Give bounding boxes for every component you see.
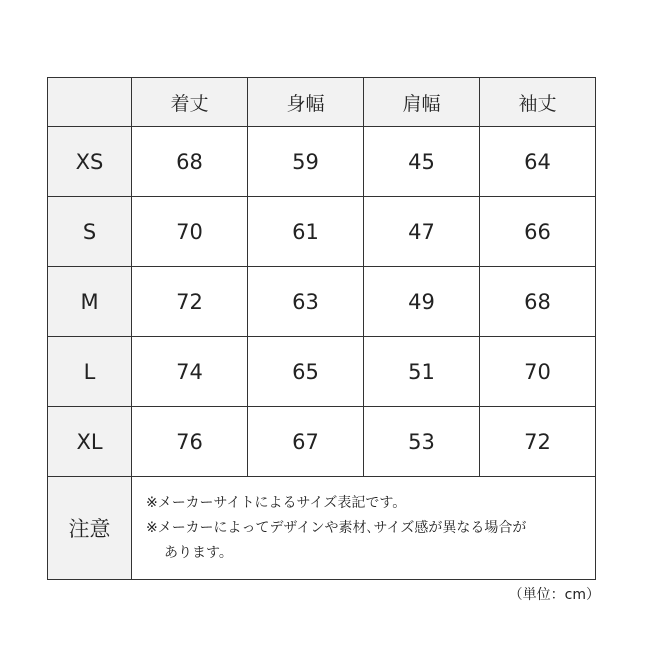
cell-value: 68 bbox=[480, 267, 596, 337]
note-line: あります。 bbox=[164, 544, 233, 561]
note-label: 注意 bbox=[48, 477, 132, 580]
cell-value: 59 bbox=[248, 127, 364, 197]
table-row bbox=[48, 197, 596, 267]
cell-value: 72 bbox=[480, 407, 596, 477]
cell-value: 61 bbox=[248, 197, 364, 267]
cell-value: 74 bbox=[132, 337, 248, 407]
header-row bbox=[48, 78, 596, 127]
size-label: XS bbox=[48, 127, 132, 197]
size-label: L bbox=[48, 337, 132, 407]
size-chart-table bbox=[47, 77, 596, 580]
header-corner bbox=[48, 78, 132, 127]
header-body-width: 身幅 bbox=[248, 78, 364, 127]
size-label: XL bbox=[48, 407, 132, 477]
cell-value: 64 bbox=[480, 127, 596, 197]
note-line: ※メーカーサイトによるサイズ表記です。 bbox=[146, 494, 407, 511]
size-label: M bbox=[48, 267, 132, 337]
size-label: S bbox=[48, 197, 132, 267]
table-row bbox=[48, 407, 596, 477]
table-row bbox=[48, 337, 596, 407]
cell-value: 51 bbox=[364, 337, 480, 407]
header-sleeve-length: 袖丈 bbox=[480, 78, 596, 127]
cell-value: 49 bbox=[364, 267, 480, 337]
cell-value: 65 bbox=[248, 337, 364, 407]
header-shoulder-width: 肩幅 bbox=[364, 78, 480, 127]
note-line: ※メーカーによってデザインや素材､サイズ感が異なる場合が bbox=[146, 519, 527, 536]
cell-value: 45 bbox=[364, 127, 480, 197]
note-text bbox=[132, 477, 596, 580]
header-length: 着丈 bbox=[132, 78, 248, 127]
cell-value: 67 bbox=[248, 407, 364, 477]
cell-value: 76 bbox=[132, 407, 248, 477]
cell-value: 70 bbox=[480, 337, 596, 407]
cell-value: 68 bbox=[132, 127, 248, 197]
cell-value: 47 bbox=[364, 197, 480, 267]
cell-value: 63 bbox=[248, 267, 364, 337]
cell-value: 72 bbox=[132, 267, 248, 337]
cell-value: 66 bbox=[480, 197, 596, 267]
note-row bbox=[48, 477, 596, 580]
unit-label: （単位：cm） bbox=[508, 587, 600, 603]
cell-value: 53 bbox=[364, 407, 480, 477]
table-row bbox=[48, 127, 596, 197]
table-row bbox=[48, 267, 596, 337]
cell-value: 70 bbox=[132, 197, 248, 267]
